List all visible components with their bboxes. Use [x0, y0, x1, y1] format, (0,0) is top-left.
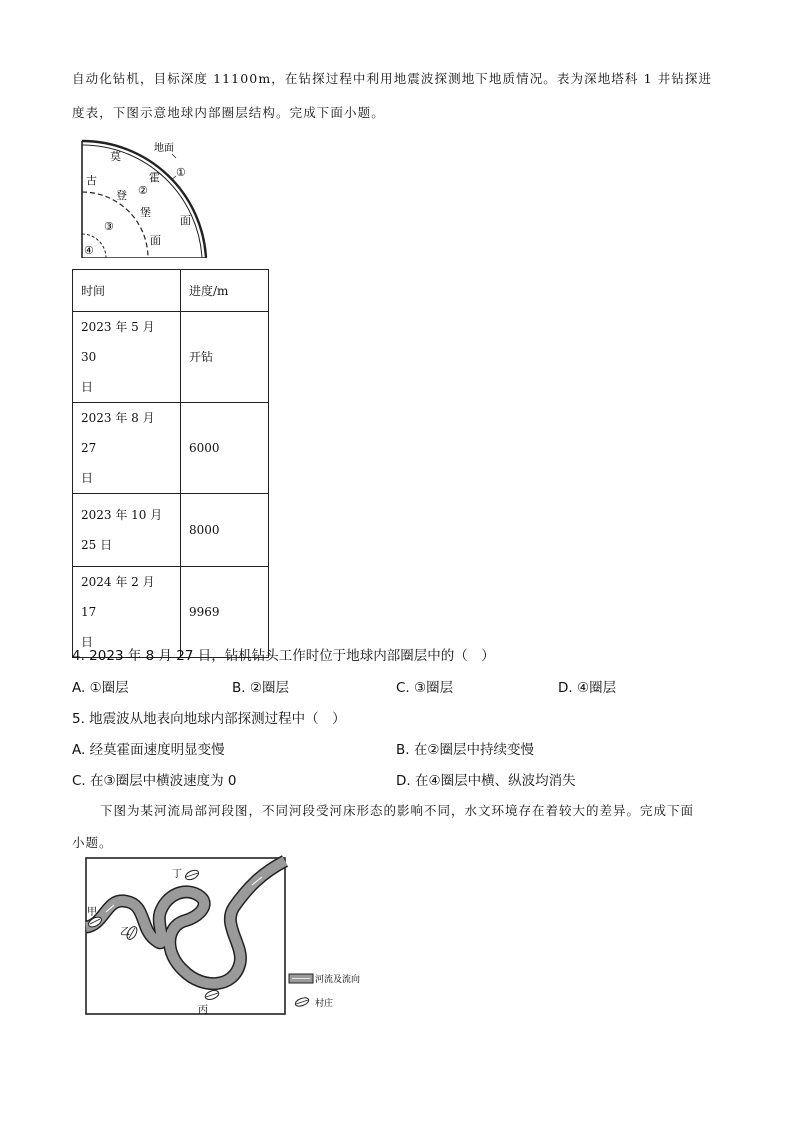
circle-3: ③: [104, 220, 114, 233]
gutenberg-char-3: 堡: [140, 206, 151, 219]
question-4-option-d[interactable]: D. ④圈层: [558, 680, 617, 696]
question-4-stem: 4. 2023 年 8 月 27 日，钻机钻头工作时位于地球内部圈层中的（ ）: [72, 648, 495, 664]
row-date-line1: 2023 年 8 月 27: [81, 411, 155, 455]
circle-1: ①: [176, 166, 186, 179]
question-5-option-a[interactable]: A. 经莫霍面速度明显变慢: [72, 742, 225, 758]
question-4-option-a[interactable]: A. ①圈层: [72, 680, 129, 696]
legend-village-label: 村庄: [315, 999, 334, 1009]
gutenberg-char-4: 面: [150, 234, 161, 247]
intro-paragraph: [72, 62, 722, 130]
surface-label: 地面: [154, 143, 174, 154]
river-intro-paragraph: [72, 795, 732, 859]
village-jia-label: 甲: [87, 907, 97, 918]
row-date-line1: 2024 年 2 月 17: [81, 575, 155, 619]
question-4-option-b[interactable]: B. ②圈层: [232, 680, 289, 696]
moho-char-3: 面: [180, 214, 191, 227]
river-intro-line-1: 下图为某河流局部河段图，不同河段受河床形态的影响不同，水文环境存在着较大的差异。完成下面: [100, 803, 695, 818]
row-date-line1: 2023 年 10 月: [81, 508, 163, 522]
question-5-stem: 5. 地震波从地表向地球内部探测过程中（ ）: [72, 711, 346, 727]
earth-layers-diagram: [72, 134, 212, 258]
row-progress: 9969: [181, 567, 269, 658]
row-date-line2: 日: [81, 380, 94, 394]
table-row: [73, 494, 269, 567]
river-intro-line-2: 小题。: [72, 835, 113, 850]
village-bing-label: 丙: [198, 1005, 208, 1016]
drilling-progress-table: [72, 269, 269, 658]
row-progress: 8000: [181, 494, 269, 567]
row-progress: 开钻: [181, 312, 269, 403]
village-yi-label: 乙: [120, 927, 130, 938]
moho-char-1: 莫: [110, 150, 121, 163]
table-row: [73, 312, 269, 403]
village-ding-label: 丁: [172, 869, 182, 880]
legend-river-label: 河流及流向: [315, 975, 361, 985]
question-5-option-d[interactable]: D. 在④圈层中横、纵波均消失: [396, 773, 576, 789]
row-date-line1: 2023 年 5 月 30: [81, 320, 155, 364]
header-time: 时间: [73, 270, 181, 312]
question-4-option-c[interactable]: C. ③圈层: [396, 680, 454, 696]
river-map: [84, 855, 374, 1017]
circle-4: ④: [84, 244, 94, 257]
table-header-row: [73, 270, 269, 312]
circle-2: ②: [138, 184, 148, 197]
row-date-line2: 日: [81, 635, 94, 649]
question-5-option-b[interactable]: B. 在②圈层中持续变慢: [396, 742, 534, 758]
row-date-line2: 日: [81, 471, 94, 485]
moho-arc: [82, 145, 202, 258]
intro-line-2: 度表，下图示意地球内部圈层结构。完成下面小题。: [72, 105, 385, 120]
moho-char-2: 霍: [149, 171, 160, 184]
gutenberg-char-2: 登: [116, 189, 127, 202]
row-progress: 6000: [181, 403, 269, 494]
row-date-line2: 25 日: [81, 538, 113, 552]
intro-line-1: 自动化钻机，目标深度 11100m，在钻探过程中利用地震波探测地下地质情况。表为深地塔科 1 井钻探进: [72, 71, 713, 86]
question-5-option-c[interactable]: C. 在③圈层中横波速度为 0: [72, 773, 237, 789]
header-progress: 进度/m: [181, 270, 269, 312]
surface-arc: [82, 141, 206, 258]
table-row: [73, 403, 269, 494]
gutenberg-char-1: 古: [86, 174, 97, 187]
